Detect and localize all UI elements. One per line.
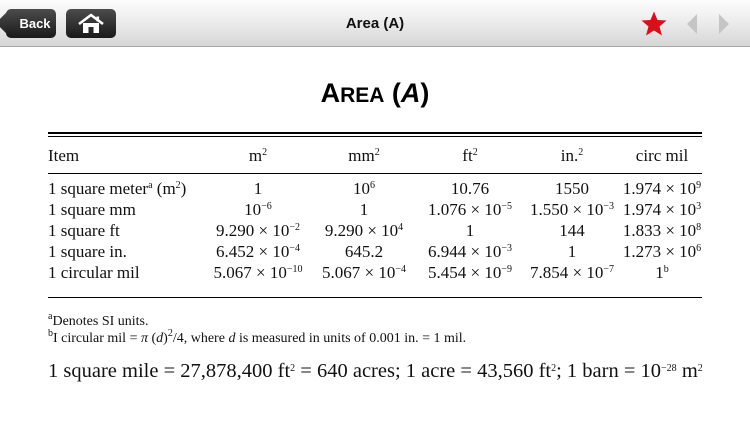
- row-item-label: 1 circular mil: [48, 262, 140, 282]
- table-cell: $1.833 \times 10^8$: [622, 220, 702, 240]
- table-row: [48, 199, 702, 220]
- nav-title: Area (A): [345, 15, 405, 32]
- table-cell: $10^{-6}$: [244, 199, 272, 219]
- row-item-label: 1 square meter$^a$ $(m^2)$: [48, 178, 187, 198]
- table-cell: 1550: [555, 178, 589, 198]
- table-cell: $9.290 \times 10^4$: [324, 220, 404, 240]
- chevron-left-icon[interactable]: [684, 12, 700, 36]
- table-row: [48, 262, 702, 283]
- table-cell: 1: [253, 178, 263, 198]
- star-icon[interactable]: [640, 10, 668, 38]
- row-item-label: 1 square in.: [48, 241, 127, 261]
- table-row: [48, 172, 702, 199]
- table-cell: $1.273 \times 10^6$: [622, 241, 702, 261]
- table-cell: $1.076 \times 10^{-5}$: [428, 199, 512, 219]
- table-cell: $9.290 \times 10^{-2}$: [216, 220, 300, 240]
- table-cell: 10.76: [450, 178, 490, 198]
- footnote-a: $^a$Denotes SI units.: [48, 311, 149, 329]
- table-cell: $1.550 \times 10^{-3}$: [530, 199, 614, 219]
- area-conversion-table: [48, 140, 702, 283]
- heading-first-letter: A: [320, 78, 341, 108]
- heading-rest: REA: [340, 84, 385, 107]
- table-cell: 1: [567, 241, 577, 261]
- table-cell: 144: [559, 220, 585, 240]
- row-item-label: 1 square ft: [48, 220, 120, 240]
- table-cell: $5.454 \times 10^{-9}$: [428, 262, 512, 282]
- table-cell: 645.2: [344, 241, 384, 261]
- table-cell: $6.452 \times 10^{-4}$: [216, 241, 300, 261]
- table-top-rule-2: [48, 136, 702, 137]
- row-item-label: 1 square mm: [48, 199, 136, 219]
- table-cell: $5.067 \times 10^{-4}$: [322, 262, 406, 282]
- heading-symbol: A: [400, 78, 421, 108]
- table-cell: $5.067 \times 10^{-10}$: [213, 262, 303, 282]
- footnote-b: $^b$I circular mil = π $(d)^2/4$, where d is measured in units of 0.001 in. = 1 mil.: [48, 328, 467, 346]
- header-circ-mil: circ mil: [635, 146, 689, 165]
- table-cell: 1: [465, 220, 475, 240]
- table-cell: 1: [359, 199, 369, 219]
- table-row: [48, 220, 702, 241]
- table-cell: $10^6$: [353, 178, 375, 198]
- header-in2: in.$^2$: [560, 146, 584, 165]
- chevron-right-icon[interactable]: [716, 12, 732, 36]
- table-row: [48, 241, 702, 262]
- header-ft2: $ft^2$: [462, 146, 478, 165]
- footnotes: [48, 313, 466, 347]
- table-cell: 1$^b$: [655, 262, 669, 282]
- back-button[interactable]: [6, 9, 56, 38]
- table-bottom-rule: [48, 297, 702, 298]
- table-header-row: [48, 140, 702, 172]
- page-heading: AREA (A): [320, 78, 430, 108]
- header-item: Item: [48, 146, 80, 165]
- table-top-rule: [48, 132, 702, 134]
- summary-text: 1 square mile = 27,878,400 $ft^2 = 640$ acres; 1 acre = 43,560 $ft^2$; 1 barn = $10^{-28}$ $m^2$: [48, 360, 703, 382]
- header-mm2: $mm^2$: [348, 146, 380, 165]
- header-m2: $m^2$: [248, 146, 268, 165]
- navigation-bar: [0, 0, 750, 47]
- table-cell: $1.974 \times 10^3$: [622, 199, 702, 219]
- table-cell: $1.974 \times 10^9$: [622, 178, 702, 198]
- table-cell: $7.854 \times 10^{-7}$: [530, 262, 614, 282]
- table-cell: $6.944 \times 10^{-3}$: [428, 241, 512, 261]
- back-button-label: Back: [19, 16, 51, 31]
